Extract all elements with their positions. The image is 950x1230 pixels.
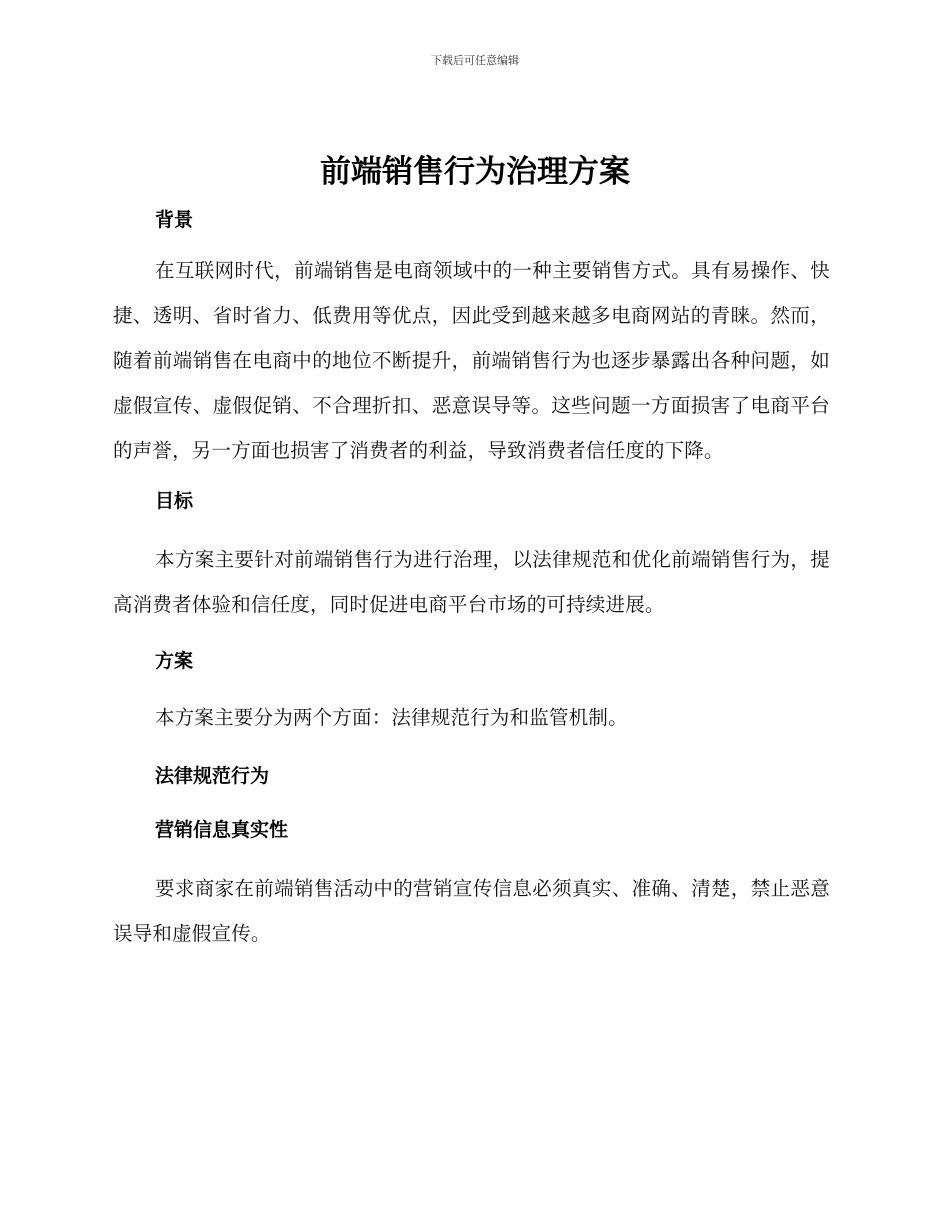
- section-heading-truthfulness: 营销信息真实性: [155, 819, 289, 841]
- section-heading-plan: 方案: [155, 650, 194, 672]
- section-text-goal: 本方案主要针对前端销售行为进行治理，以法律规范和优化前端销售行为，提高消费者体验和信任度，同时促进电商平台市场的可持续进展。: [113, 548, 830, 616]
- section-heading-background: 背景: [155, 209, 194, 231]
- section-text-plan: 本方案主要分为两个方面：法律规范行为和监管机制。: [155, 706, 628, 729]
- section-heading-goal: 目标: [155, 490, 194, 512]
- page-header-note: 下载后可任意编辑: [431, 54, 519, 67]
- document-body: [113, 204, 830, 956]
- section-heading-legal: 法律规范行为: [155, 765, 270, 787]
- section-text-background: 在互联网时代，前端销售是电商领域中的一种主要销售方式。具有易操作、快捷、透明、省时省力、低费用等优点，因此受到越来越多电商网站的青睐。然而，随着前端销售在电商中的地位不断提升，前端销售行为也逐步暴露出各种问题，如虚假宣传、虚假促销、不合理折扣、恶意误导等。这些问题一方面损害了电商平台的声誉，另一方面也损害了消费者的利益，导致消费者信任度的下降。: [113, 259, 830, 462]
- document-title: 前端销售行为治理方案: [320, 154, 630, 190]
- section-text-truthfulness: 要求商家在前端销售活动中的营销宣传信息必须真实、准确、清楚，禁止恶意误导和虚假宣传。: [113, 877, 830, 945]
